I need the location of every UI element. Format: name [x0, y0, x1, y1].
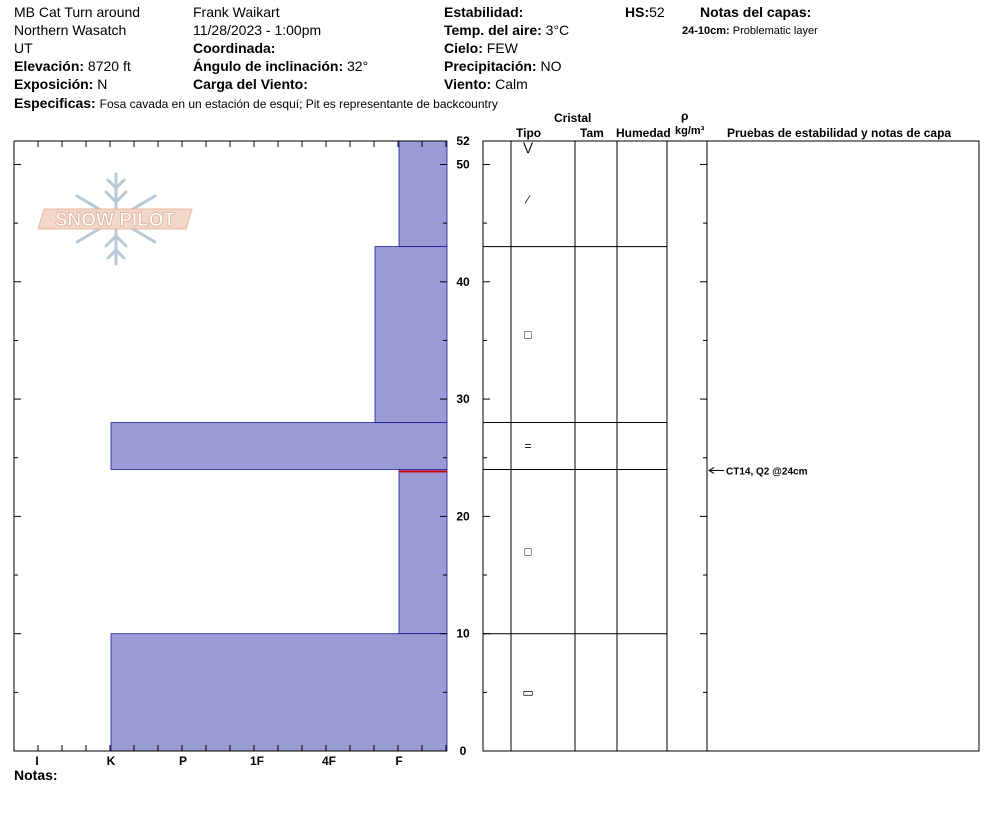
observer-name: Frank Waikart	[193, 4, 280, 20]
slope-value: 32°	[347, 58, 369, 74]
depth-tick-label: 20	[456, 509, 470, 524]
specifics-value: Fosa cavada en un estación de esquí; Pit es representante de backcountry	[99, 97, 498, 111]
aspect-value: N	[97, 76, 108, 92]
wind-load-label: Carga del Viento:	[193, 76, 308, 92]
hardness-layer-2	[375, 247, 447, 423]
observation-datetime: 11/28/2023 - 1:00pm	[193, 22, 322, 38]
depth-tick-label: 10	[456, 626, 470, 641]
notes-label: Notas:	[14, 767, 58, 783]
grain-symbols	[522, 140, 534, 699]
hardness-tick-label: I	[35, 754, 39, 768]
depth-tick-label: 40	[456, 274, 470, 289]
range-name: Northern Wasatch	[14, 22, 127, 38]
depth-tick-label: 52	[456, 134, 470, 148]
state-name: UT	[14, 40, 33, 56]
hardness-tick-label: F	[395, 754, 403, 768]
grain-symbol-2: ∕	[526, 192, 530, 207]
sky-value: FEW	[486, 40, 518, 56]
moisture-heading: Humedad	[616, 126, 671, 140]
precip-label: Precipitación:	[444, 58, 537, 74]
tests-column-frame	[707, 141, 979, 751]
type-heading: Tipo	[516, 126, 542, 140]
layer-notes-title: Notas del capas:	[700, 4, 812, 20]
hs-label: HS:	[625, 4, 650, 20]
layer-note-range: 24-10cm:	[682, 25, 730, 37]
grain-symbol-4: =	[524, 439, 532, 453]
density-unit-heading: kg/m³	[675, 125, 705, 137]
hardness-tick-label: 1F	[249, 754, 265, 768]
grain-symbol-5: □	[524, 544, 532, 559]
aspect-label: Exposición:	[14, 76, 94, 92]
wind-value: Calm	[495, 76, 528, 92]
hardness-tick-label: P	[178, 754, 188, 768]
hs-value: 52	[649, 4, 665, 20]
layer-note-text: Problematic layer	[732, 25, 818, 37]
hardness-layer-1	[399, 141, 447, 247]
hardness-layer-5	[111, 634, 447, 751]
hardness-tick-label: K	[106, 754, 116, 768]
grain-symbol-6: ▭	[522, 685, 534, 700]
wind-label: Viento:	[444, 76, 492, 92]
stability-label: Estabilidad:	[444, 4, 524, 20]
tests-heading: Pruebas de estabilidad y notas de capa	[727, 126, 952, 140]
test-label-1: CT14, Q2 @24cm	[726, 466, 808, 478]
crystal-table-frame	[483, 141, 707, 751]
rho-heading: ρ	[681, 109, 689, 123]
elevation-value: 8720 ft	[87, 58, 131, 74]
specifics-label: Especificas:	[14, 95, 96, 111]
precip-value: NO	[540, 58, 562, 74]
air-temp-value: 3°C	[545, 22, 570, 38]
elevation-label: Elevación:	[14, 58, 85, 74]
size-heading: Tam	[580, 126, 604, 140]
hardness-layer-4	[399, 469, 447, 633]
stability-tests	[709, 466, 808, 477]
sky-label: Cielo:	[444, 40, 483, 56]
grain-symbol-1: ⋁	[523, 140, 533, 154]
hardness-layers	[111, 141, 447, 751]
depth-tick-label: 30	[456, 392, 470, 407]
logo-text: SNOW PILOT	[54, 210, 176, 231]
air-temp-label: Temp. del aire:	[444, 22, 542, 38]
depth-tick-label: 50	[456, 157, 470, 172]
location-name: MB Cat Turn around	[14, 4, 141, 20]
grain-symbol-3: □	[524, 327, 532, 342]
hardness-layer-3	[111, 423, 447, 470]
crystal-heading: Cristal	[554, 111, 592, 125]
depth-tick-label: 0	[459, 744, 467, 758]
coordinate-label: Coordinada:	[193, 40, 276, 56]
hardness-tick-label: 4F	[321, 754, 337, 768]
slope-label: Ángulo de inclinación:	[193, 58, 344, 74]
